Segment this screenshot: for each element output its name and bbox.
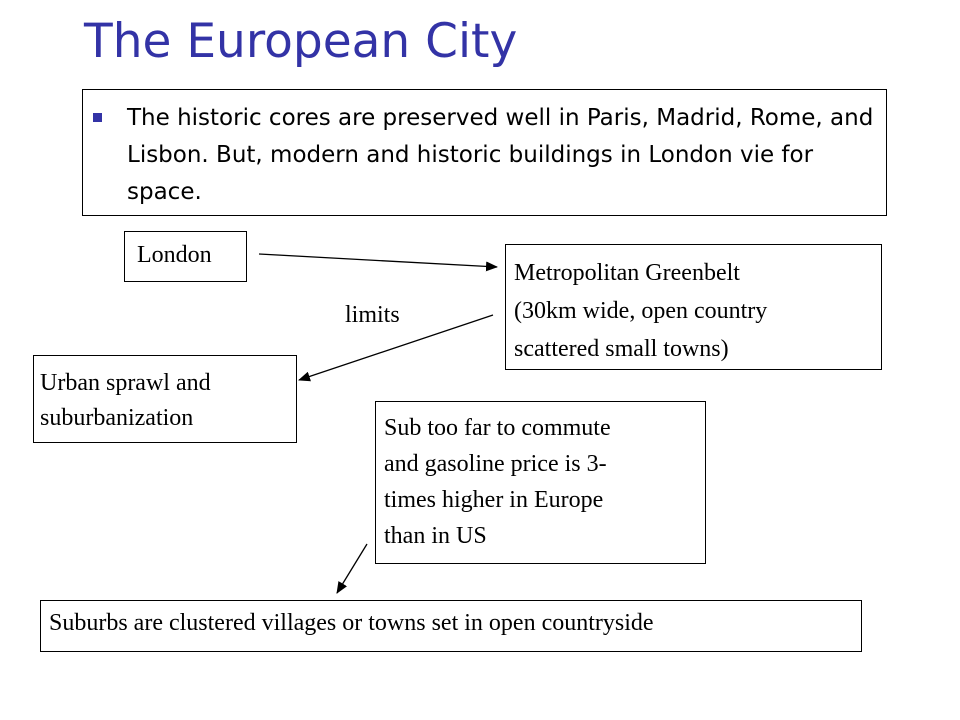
london-box: London [124,231,247,282]
arrow-greenbelt-to-sprawl [299,315,493,380]
slide-title: The European City [84,14,518,69]
arrow-commute-to-suburbs [337,544,367,593]
bullet-text: The historic cores are preserved well in Paris, Madrid, Rome, and Lisbon. But, modern and historic buildings in London vie for space. [127,105,874,205]
greenbelt-box: Metropolitan Greenbelt (30km wide, open country scattered small towns) [505,244,882,370]
sprawl-box: Urban sprawl and suburbanization [33,355,297,443]
commute-box: Sub too far to commute and gasoline price is 3- times higher in Europe than in US [375,401,706,564]
suburbs-box: Suburbs are clustered villages or towns set in open countryside [40,600,862,652]
limits-label: limits [345,302,400,328]
arrow-london-to-greenbelt [259,254,497,267]
